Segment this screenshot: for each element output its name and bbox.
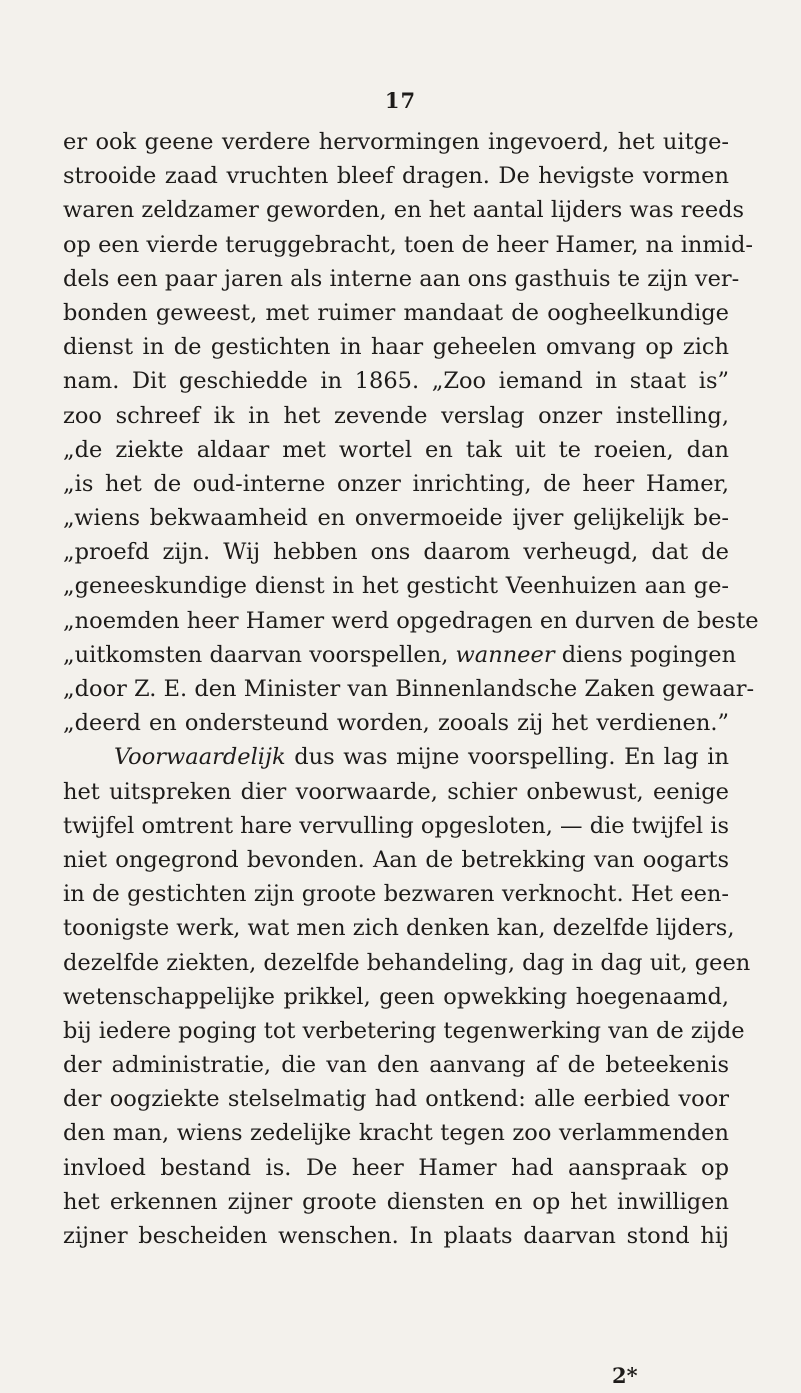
text-line: den man, wiens zedelijke kracht tegen zoo verlammenden [63,1120,729,1147]
body-text [63,125,759,1253]
emphasized-word: Voorwaardelijk [114,744,286,771]
text-line: „door Z. E. den Minister van Binnenlandsche Zaken gewaar- [63,676,755,702]
text-line: bij iedere poging tot verbetering tegenwerking van de zijde [63,1017,745,1044]
text-line: er ook geene verdere hervormingen ingevoerd, het uitge- [63,129,729,155]
text-line: „noemden heer Hamer werd opgedragen en durven de beste [63,607,759,634]
text-line: het uitspreken dier voorwaarde, schier onbewust, eenige [63,778,729,805]
text-line: zijner bescheiden wenschen. In plaats daarvan stond hij [63,1223,729,1249]
text-line: „de ziekte aldaar met wortel en tak uit te roeien, dan [63,436,729,463]
text-line: bonden geweest, met ruimer mandaat de oogheelkundige [63,299,729,326]
text-line: dels een paar jaren als interne aan ons gasthuis te zijn ver- [63,265,740,292]
text-fragment: „uitkomsten daarvan voorspellen, [63,641,456,668]
text-line: toonigste werk, wat men zich denken kan, dezelfde lijders, [63,915,735,942]
text-line: dienst in de gestichten in haar geheelen omvang op zich [63,334,729,361]
text-line-with-emphasis [63,638,737,672]
paragraph-start-line [63,740,729,774]
text-line: der administratie, die van den aanvang af de beteekenis [63,1052,729,1079]
text-line: strooide zaad vruchten bleef dragen. De hevigste vormen [63,163,729,190]
text-line: wetenschappelijke prikkel, geen opwekking hoegenaamd, [63,983,729,1010]
text-line: der oogziekte stelselmatig had ontkend: alle eerbied voor [63,1086,729,1113]
text-fragment: dus was mijne voorspelling. En lag in [285,744,729,771]
page-number: 17 [384,88,417,113]
text-line: dezelfde ziekten, dezelfde behandeling, dag in dag uit, geen [63,949,751,976]
text-line: het erkennen zijner groote diensten en op het inwilligen [63,1188,729,1215]
text-line: op een vierde teruggebracht, toen de heer Hamer, na inmid- [63,231,753,258]
text-line: „proefd zijn. Wij hebben ons daarom verheugd, dat de [63,539,729,566]
text-fragment: diens pogingen [554,641,737,668]
text-line: „deerd en ondersteund worden, zooals zij het verdienen.” [63,710,729,737]
text-line: „wiens bekwaamheid en onvermoeide ijver gelijkelijk be- [63,505,729,532]
signature-mark: 2* [612,1363,638,1388]
emphasized-word: wanneer [455,641,555,668]
text-line: twijfel omtrent hare vervulling opgesloten, — die twijfel is [63,812,729,839]
text-line: zoo schreef ik in het zevende verslag onzer instelling, [63,402,729,429]
text-line: niet ongegrond bevonden. Aan de betrekking van oogarts [63,846,729,873]
text-line: nam. Dit geschiedde in 1865. „Zoo iemand in staat is” [63,368,729,395]
text-line: „geneeskundige dienst in het gesticht Veenhuizen aan ge- [63,573,729,600]
text-line: in de gestichten zijn groote bezwaren verknocht. Het een- [63,881,729,908]
text-line: „is het de oud-interne onzer inrichting, de heer Hamer, [63,470,729,497]
text-line: invloed bestand is. De heer Hamer had aanspraak op [63,1154,729,1181]
text-line: waren zeldzamer geworden, en het aantal lijders was reeds [63,197,745,224]
